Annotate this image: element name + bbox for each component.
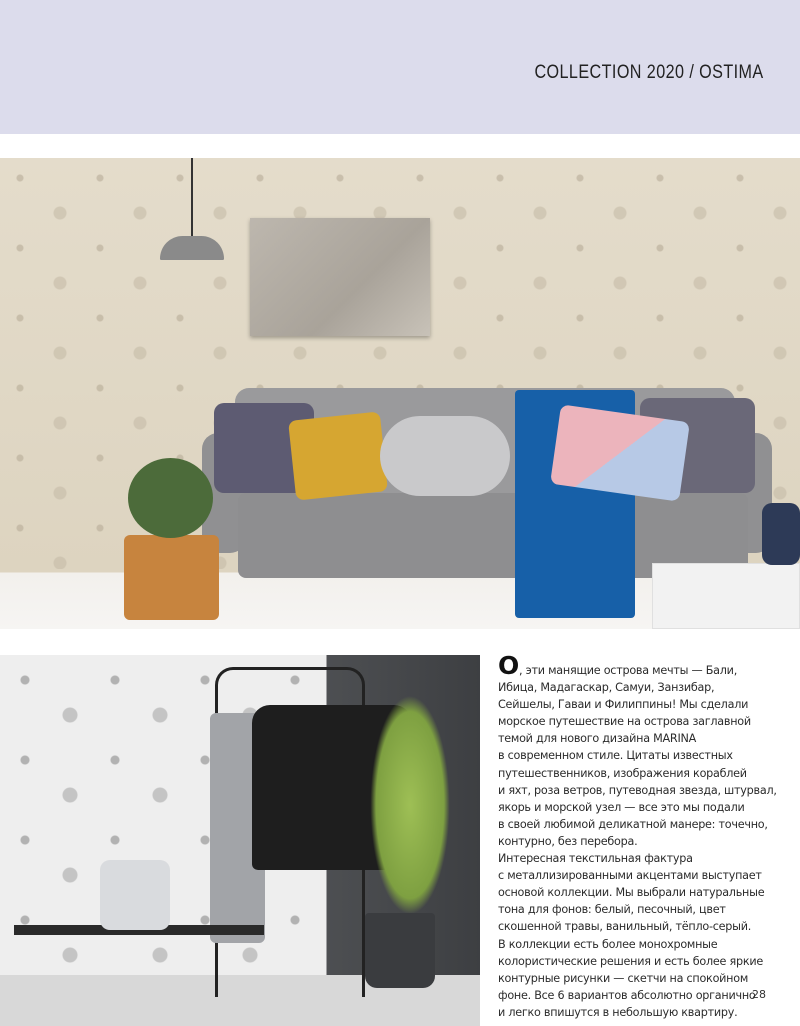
handbag <box>100 860 170 930</box>
wooden-stool <box>124 535 219 620</box>
article-line: колористические решения и есть более яркие <box>498 954 763 968</box>
knot-pillow <box>380 416 510 496</box>
article-line: с металлизированными акцентами выступает <box>498 869 762 883</box>
article-line: и яхт, роза ветров, путеводная звезда, штурвал, <box>498 783 777 797</box>
article-text <box>498 651 798 1021</box>
article-line: и легко впишутся в небольшую квартиру. <box>498 1005 738 1019</box>
living-room-photo <box>0 158 800 629</box>
article-line: контурные рисунки — скетчи на спокойном <box>498 971 749 985</box>
article-line: фоне. Все 6 вариантов абсолютно органично <box>498 988 756 1002</box>
collection-title: COLLECTION 2020 / OSTIMA <box>534 62 764 83</box>
article-line: в современном стиле. Цитаты известных <box>498 749 733 763</box>
page-number: 28 <box>752 988 766 1001</box>
drop-cap: О <box>498 651 520 680</box>
ficus-plant <box>370 695 450 915</box>
article-line: Ибица, Мадагаскар, Самуи, Занзибар, <box>498 681 715 695</box>
lamp-cord <box>191 158 193 236</box>
article-line: морское путешествие на острова заглавной <box>498 715 751 729</box>
article-line: контурно, без перебора. <box>498 834 638 848</box>
pendant-lamp <box>160 236 224 260</box>
page-header <box>0 0 800 134</box>
article-line-text: , эти манящие острова мечты — Бали, <box>519 664 738 677</box>
article-line: в своей любимой деликатной манере: точечно, <box>498 817 768 831</box>
article-line: скошенной травы, ванильный, тёпло-серый. <box>498 920 752 934</box>
article-line: тона для фонов: белый, песочный, цвет <box>498 903 726 917</box>
side-table <box>652 563 800 629</box>
yellow-pillow <box>288 411 388 500</box>
article-line: якорь и морской узел — все это мы подали <box>498 800 745 814</box>
article-line: темой для нового дизайна MARINA <box>498 732 697 746</box>
plant-pot <box>365 913 435 988</box>
article-line: Сейшелы, Гаваи и Филиппины! Мы сделали <box>498 698 749 712</box>
potted-plant <box>128 458 213 538</box>
article-line: основой коллекции. Мы выбрали натуральные <box>498 886 765 900</box>
article-line <box>498 651 798 680</box>
hallway-photo <box>0 655 480 1026</box>
article-line: путешественников, изображения кораблей <box>498 766 747 780</box>
vase <box>762 503 800 565</box>
article-line: В коллекции есть более монохромные <box>498 937 718 951</box>
world-map-painting <box>250 218 430 336</box>
article-line: Интересная текстильная фактура <box>498 852 693 866</box>
